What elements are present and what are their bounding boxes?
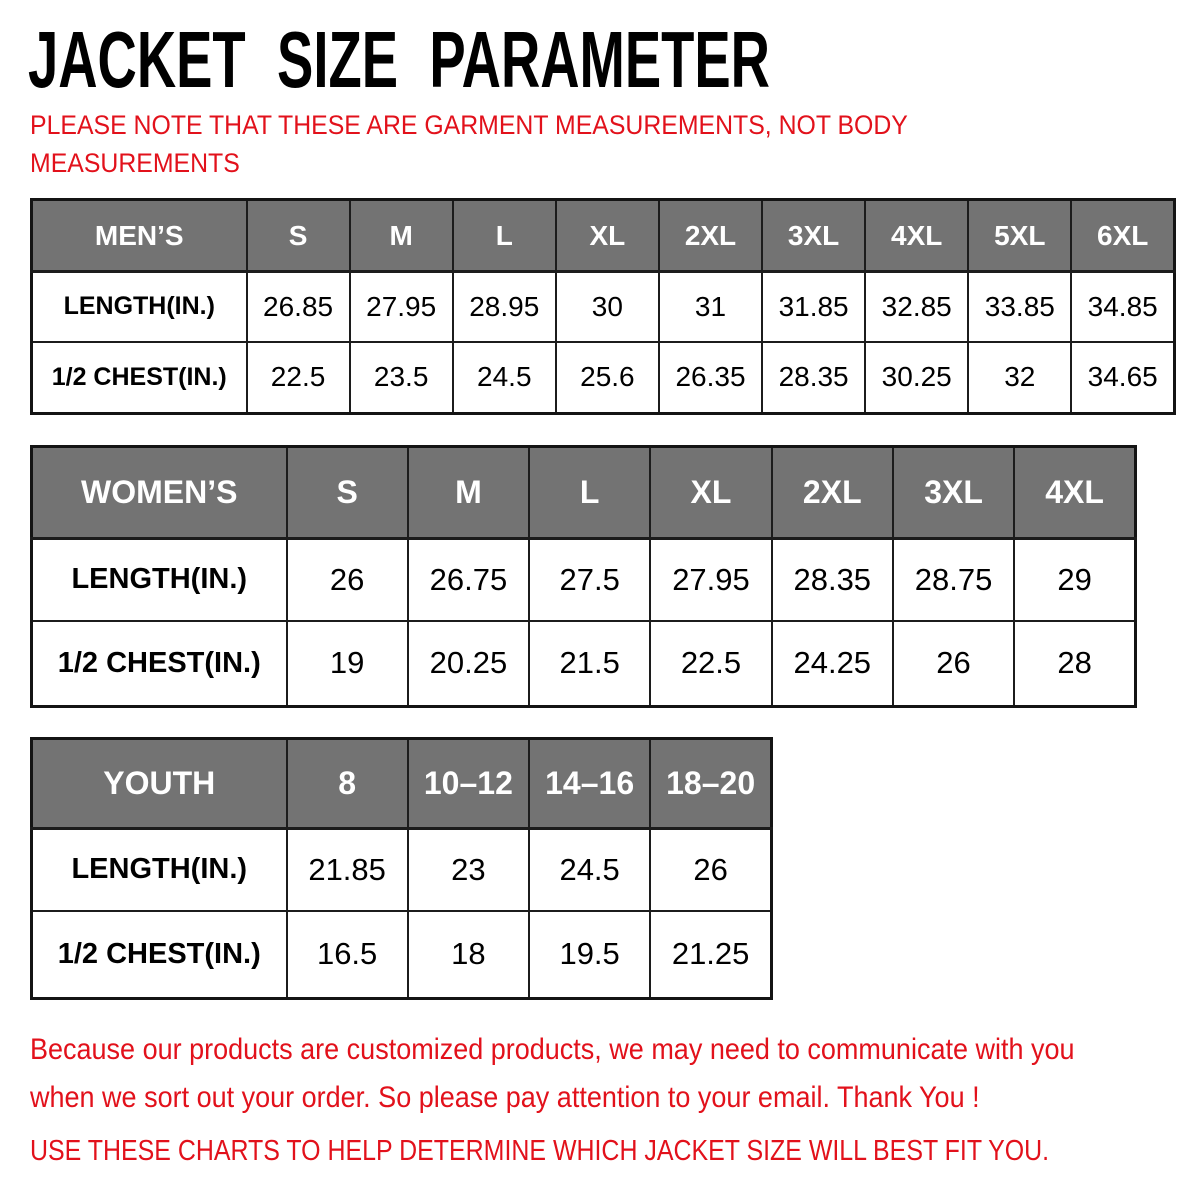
row-label: LENGTH(IN.) (32, 272, 247, 342)
size-value: 28 (1014, 621, 1135, 707)
size-value: 32.85 (865, 272, 968, 342)
womens-header-row (32, 447, 1136, 539)
size-value: 22.5 (650, 621, 771, 707)
size-value: 34.85 (1071, 272, 1174, 342)
size-value: 23 (408, 829, 529, 911)
column-header-size: L (453, 200, 556, 272)
column-header-size: XL (650, 447, 771, 539)
row-label: 1/2 CHEST(IN.) (32, 342, 247, 414)
size-value: 20.25 (408, 621, 529, 707)
size-value: 22.5 (247, 342, 350, 414)
size-value: 30 (556, 272, 659, 342)
size-value: 24.5 (529, 829, 650, 911)
column-header-size: 8 (287, 739, 408, 829)
column-header-size: M (408, 447, 529, 539)
column-header-size: XL (556, 200, 659, 272)
womens-chest-row (32, 621, 1136, 707)
size-value: 18 (408, 911, 529, 999)
size-value: 19 (287, 621, 408, 707)
size-value: 21.85 (287, 829, 408, 911)
row-label: LENGTH(IN.) (32, 829, 287, 911)
womens-table-title: WOMEN’S (32, 447, 287, 539)
size-value: 32 (968, 342, 1071, 414)
size-value: 27.5 (529, 539, 650, 621)
size-value: 30.25 (865, 342, 968, 414)
column-header-size: 3XL (893, 447, 1014, 539)
column-header-size: 4XL (865, 200, 968, 272)
note-line-2: MEASUREMENTS (30, 148, 240, 178)
size-value: 23.5 (350, 342, 453, 414)
size-value: 33.85 (968, 272, 1071, 342)
size-value: 26 (287, 539, 408, 621)
row-label: LENGTH(IN.) (32, 539, 287, 621)
column-header-size: 18–20 (650, 739, 771, 829)
mens-header-row (32, 200, 1175, 272)
size-value: 16.5 (287, 911, 408, 999)
column-header-size: 6XL (1071, 200, 1174, 272)
column-header-size: 14–16 (529, 739, 650, 829)
chart-usage-hint: USE THESE CHARTS TO HELP DETERMINE WHICH JACKET SIZE WILL BEST FIT YOU. (30, 1135, 1050, 1167)
size-value: 28.35 (762, 342, 865, 414)
garment-measurement-note (30, 106, 984, 182)
size-value: 19.5 (529, 911, 650, 999)
column-header-size: 10–12 (408, 739, 529, 829)
size-value: 28.35 (772, 539, 893, 621)
size-value: 26 (893, 621, 1014, 707)
mens-chest-row (32, 342, 1175, 414)
womens-length-row (32, 539, 1136, 621)
column-header-size: 5XL (968, 200, 1071, 272)
column-header-size: 2XL (772, 447, 893, 539)
note-line-1: PLEASE NOTE THAT THESE ARE GARMENT MEASUREMENTS, NOT BODY (30, 110, 908, 140)
column-header-size: S (287, 447, 408, 539)
size-value: 27.95 (350, 272, 453, 342)
column-header-size: M (350, 200, 453, 272)
customization-notice (30, 1026, 1191, 1122)
mens-table-title: MEN’S (32, 200, 247, 272)
size-value: 34.65 (1071, 342, 1174, 414)
mens-length-row (32, 272, 1175, 342)
column-header-size: S (247, 200, 350, 272)
footer-line-2: when we sort out your order. So please pay attention to your email. Thank You ! (30, 1081, 980, 1114)
size-value: 29 (1014, 539, 1135, 621)
size-value: 26.85 (247, 272, 350, 342)
column-header-size: 2XL (659, 200, 762, 272)
size-value: 28.75 (893, 539, 1014, 621)
column-header-size: L (529, 447, 650, 539)
size-value: 26.75 (408, 539, 529, 621)
column-header-size: 4XL (1014, 447, 1135, 539)
size-value: 26 (650, 829, 771, 911)
womens-size-table (30, 445, 1137, 708)
youth-table-title: YOUTH (32, 739, 287, 829)
column-header-size: 3XL (762, 200, 865, 272)
size-value: 28.95 (453, 272, 556, 342)
row-label: 1/2 CHEST(IN.) (32, 621, 287, 707)
page-title: JACKET SIZE PARAMETER (28, 15, 770, 104)
size-value: 25.6 (556, 342, 659, 414)
youth-size-table (30, 737, 773, 1000)
size-value: 21.25 (650, 911, 771, 999)
size-value: 26.35 (659, 342, 762, 414)
size-value: 24.5 (453, 342, 556, 414)
youth-chest-row (32, 911, 772, 999)
row-label: 1/2 CHEST(IN.) (32, 911, 287, 999)
size-value: 31.85 (762, 272, 865, 342)
youth-length-row (32, 829, 772, 911)
size-value: 24.25 (772, 621, 893, 707)
mens-size-table (30, 198, 1176, 415)
size-value: 31 (659, 272, 762, 342)
youth-header-row (32, 739, 772, 829)
footer-line-1: Because our products are customized products, we may need to communicate with you (30, 1033, 1075, 1066)
size-value: 27.95 (650, 539, 771, 621)
size-value: 21.5 (529, 621, 650, 707)
